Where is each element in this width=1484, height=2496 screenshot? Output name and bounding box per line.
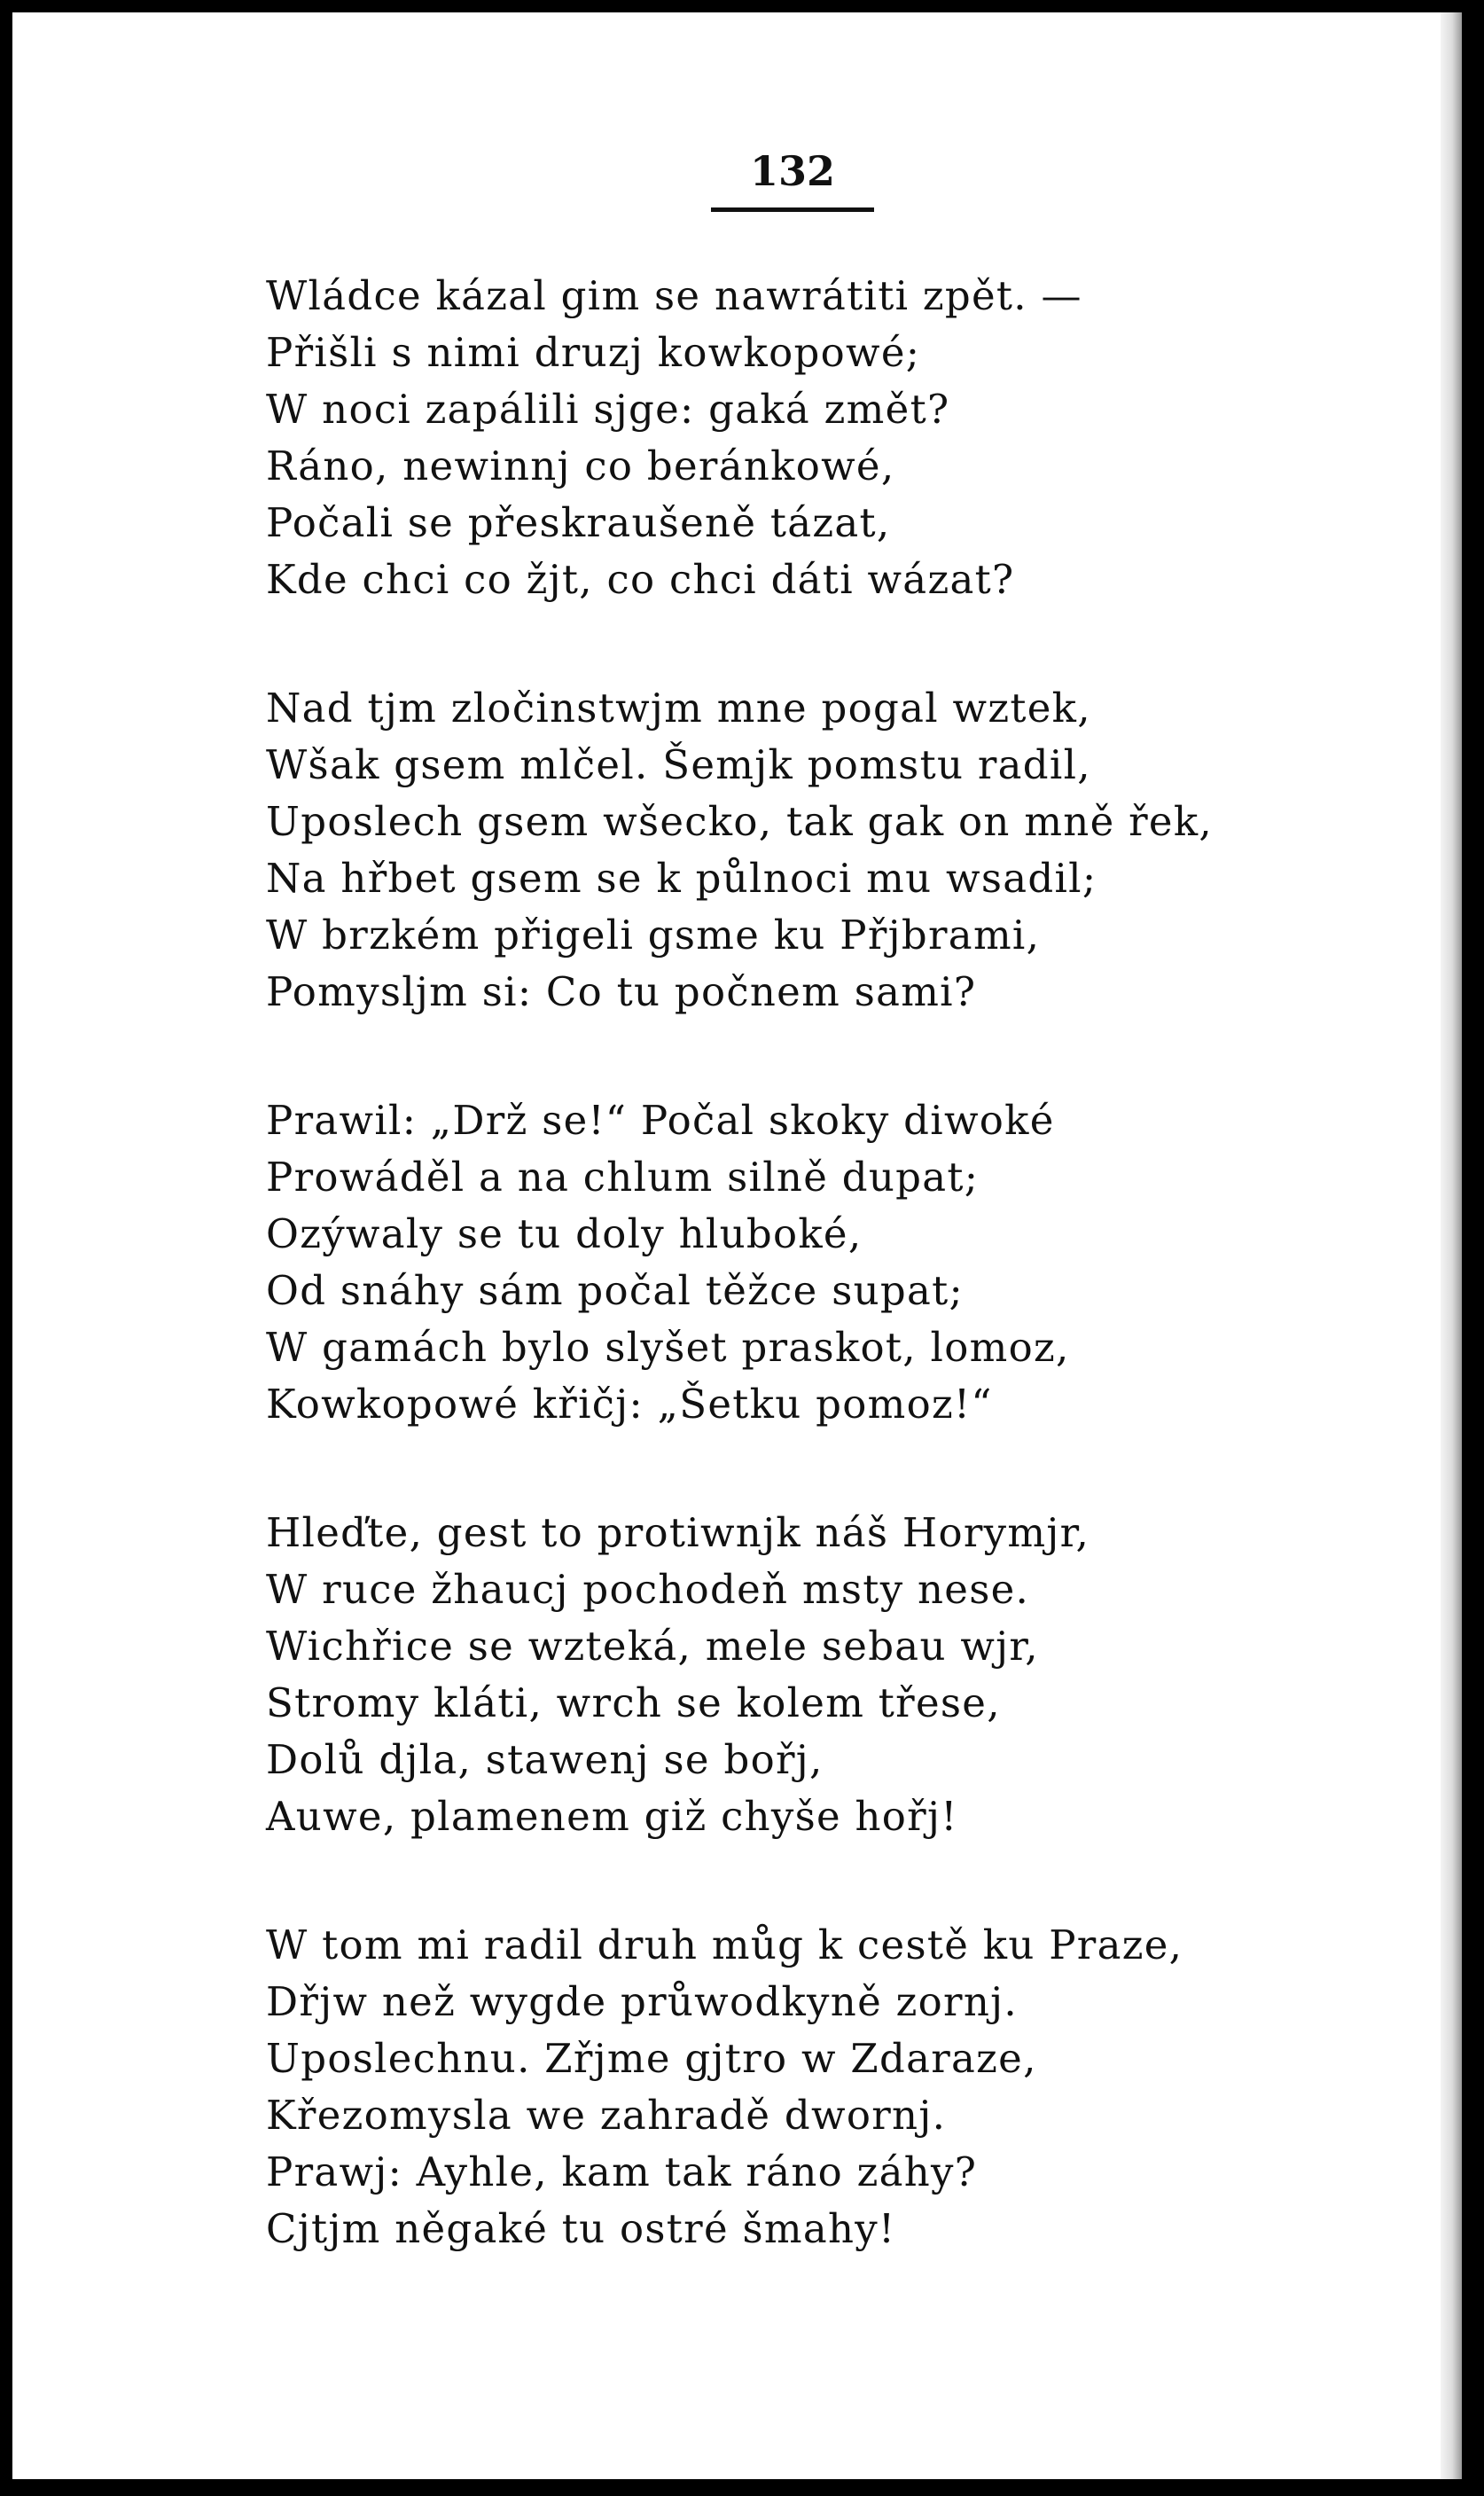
- verse-line: Wšak gsem mlčel. Šemjk pomstu radil,: [266, 741, 1091, 788]
- verse-line: Auwe, plamenem giž chyše hořj!: [266, 1793, 958, 1840]
- stanza-4: [266, 1505, 1418, 1845]
- poem-text: [266, 268, 1418, 2329]
- verse-line: Uposlech gsem wšecko, tak gak on mně řek,: [266, 798, 1214, 845]
- verse-line: Od snáhy sám počal těžce supat;: [266, 1267, 964, 1314]
- verse-line: Uposlechnu. Zřjme gjtro w Zdaraze,: [266, 2035, 1037, 2082]
- page-number-rule: [711, 207, 874, 212]
- verse-line: Pomysljm si: Co tu počnem sami?: [266, 968, 977, 1015]
- page-number: 132: [749, 147, 836, 195]
- verse-line: Wládce kázal gim se nawrátiti zpět. —: [266, 272, 1082, 319]
- verse-line: Přišli s nimi druzj kowkopowé;: [266, 329, 921, 376]
- book-page: [12, 12, 1462, 2479]
- verse-line: Wichřice se wzteká, mele sebau wjr,: [266, 1623, 1039, 1670]
- stanza-2: [266, 680, 1418, 1021]
- verse-line: Křezomysla we zahradě dwornj.: [266, 2092, 947, 2139]
- verse-line: Kde chci co žjt, co chci dáti wázat?: [266, 556, 1015, 603]
- verse-line: Na hřbet gsem se k půlnoci mu wsadil;: [266, 855, 1097, 902]
- verse-line: Prawil: „Drž se!“ Počal skoky diwoké: [266, 1097, 1055, 1144]
- verse-line: Počali se přeskraušeně tázat,: [266, 499, 891, 546]
- verse-line: Ráno, newinnj co beránkowé,: [266, 442, 895, 489]
- verse-line: Dolů djla, stawenj se bořj,: [266, 1736, 824, 1783]
- verse-line: Prowáděl a na chlum silně dupat;: [266, 1154, 980, 1201]
- stanza-1: [266, 268, 1418, 608]
- verse-line: Hleďte, gest to protiwnjk náš Horymjr,: [266, 1509, 1090, 1556]
- verse-line: Dřjw než wygde průwodkyně zornj.: [266, 1978, 1018, 2025]
- verse-line: Cjtjm něgaké tu ostré šmahy!: [266, 2205, 896, 2252]
- verse-line: W gamách bylo slyšet praskot, lomoz,: [266, 1324, 1070, 1371]
- verse-line: W brzkém přigeli gsme ku Přjbrami,: [266, 912, 1041, 958]
- verse-line: Kowkopowé křičj: „Šetku pomoz!“: [266, 1381, 993, 1428]
- stanza-5: [266, 1917, 1418, 2257]
- verse-line: W tom mi radil druh můg k cestě ku Praze,: [266, 1921, 1183, 1968]
- page-edge-shadow: [1441, 12, 1462, 2479]
- verse-line: Prawj: Ayhle, kam tak ráno záhy?: [266, 2148, 978, 2195]
- stanza-3: [266, 1092, 1418, 1433]
- verse-line: Ozýwaly se tu doly hluboké,: [266, 1210, 863, 1257]
- verse-line: Nad tjm zločinstwjm mne pogal wztek,: [266, 685, 1091, 732]
- verse-line: W noci zapálili sjge: gaká změt?: [266, 386, 950, 433]
- verse-line: Stromy kláti, wrch se kolem třese,: [266, 1679, 1001, 1726]
- verse-line: W ruce žhaucj pochodeň msty nese.: [266, 1566, 1030, 1613]
